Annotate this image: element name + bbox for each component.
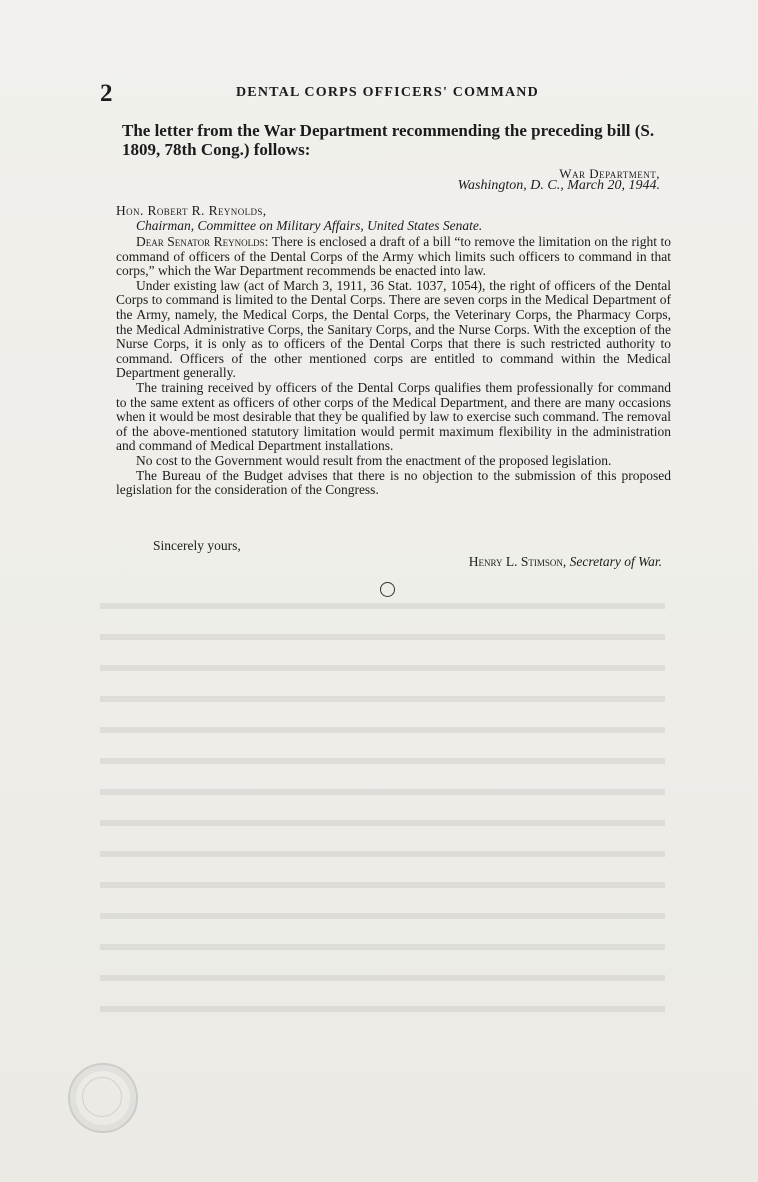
letter-paragraph: No cost to the Government would result from the enactment of the proposed legislation.: [136, 452, 612, 468]
stamp-inner-ring: [82, 1077, 122, 1117]
letter-paragraph: The Bureau of the Budget advises that there is no objection to the submission of this proposed legislation for the consideration of the Congress.: [116, 467, 671, 498]
letter-paragraph: [116, 235, 671, 279]
show-through-texture: [100, 595, 665, 1029]
addressee-name: Hon. Robert R. Reynolds,: [116, 203, 267, 218]
letter-dateline: Washington, D. C., March 20, 1944.: [457, 178, 660, 193]
addressee-title: Chairman, Committee on Military Affairs, United States Senate.: [136, 218, 483, 233]
paragraph-text: There is enclosed a draft of a bill “to remove the limitation on the right to command of officers of the Dental Corps of the Army which limits such officers to command in that corps,” which the War Department recommends be enacted into law.: [116, 234, 671, 279]
signature-block: [469, 554, 662, 570]
letter-department: War Department,: [559, 166, 660, 181]
signer-name: Henry L. Stimson,: [468, 554, 567, 569]
intro-paragraph: The letter from the War Department recommending the preceding bill (S. 1809, 78th Cong.) follows:: [122, 121, 655, 159]
letter-closing: Sincerely yours,: [153, 538, 241, 553]
letter-paragraph: Under existing law (act of March 3, 1911, 36 Stat. 1037, 1054), the right of officers of the Dental Corps to command is limited to the Dental Corps. There are seven corps in the Medical Department of the Army, namely, the Medical Corps, the Dental Corps, the Veterinary Corps, the Pharmacy Corps, the Medical Administrative Corps, the Sanitary Corps, and the Nurse Corps. With the exception of the Nurse Corps, it is only as to officers of the Dental Corps that there is such restricted authority to command. Officers of the other mentioned corps are entitled to command within the Medical Department generally.: [116, 277, 671, 381]
library-stamp: [68, 1063, 138, 1133]
salutation: Dear Senator Reynolds:: [136, 234, 269, 249]
signer-title: Secretary of War.: [569, 554, 662, 569]
running-head: DENTAL CORPS OFFICERS' COMMAND: [236, 85, 539, 100]
page-number: 2: [100, 80, 113, 107]
letter-body: [116, 235, 671, 498]
page-header: [100, 80, 620, 108]
letter-paragraph: The training received by officers of the Dental Corps qualifies them professionally for command to the same extent as officers of other corps of the Medical Department, and there are many occasions when it would be most desirable that they be qualified by law to exercise such command. The removal of the above-mentioned statutory limitation would permit maximum flexibility in the administration and command of Medical Department installations.: [116, 379, 671, 454]
